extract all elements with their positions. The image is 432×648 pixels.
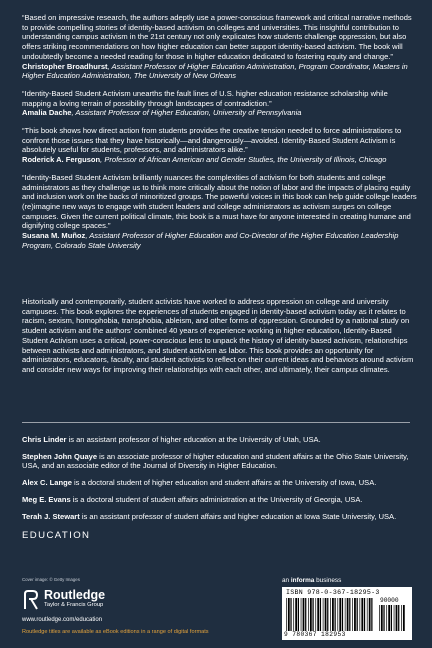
barcode-bar [301,598,302,631]
barcode-bar [320,598,321,631]
barcode-bar [361,598,363,631]
barcode-bar [288,598,290,631]
endorsements [22,13,418,258]
barcode-bar [327,598,328,631]
author-bio-text: is a doctoral student of student affairs administration at the University of Georgia, USA. [70,494,363,504]
isbn-barcode [282,587,412,640]
barcode-bar [335,598,336,631]
barcode-bar [396,605,398,631]
price-addon-bars [379,605,405,631]
endorsement [22,89,418,118]
barcode-bar [364,598,365,631]
barcode-bar [360,598,361,631]
barcode-bar [312,598,313,631]
divider [22,422,410,423]
barcode-bar [386,605,387,631]
barcode-bar [337,598,338,631]
endorsement [22,13,418,81]
barcode-bar [330,598,331,631]
endorser-name: Christopher Broadhurst [22,61,108,71]
book-description: Historically and contemporarily, student activists have worked to address oppression on college and university campuses. This book explores the experiences of students engaged in identity-based activism today as it relates to racism, sexism, homophobia, transphobia, ableism, and other forms of oppression. Grounded by a national study on student activism and the authors’ combined 40 years of experience working in higher education, Identity-Based Student Activism uses a critical, power-conscious lens to unpack the history of identity-based activism, relationships between activists and administrators, and student activism as labor. This book provides an opportunity for administrators, educators, faculty, and student activists to reflect on their current ideas and behaviors around activism and consider new ways for improving their relationships with each other, and ultimately, their campus climates. [22,297,414,374]
endorser-role: , Professor of African American and Gender Studies, the University of Illinois, Chicago [100,155,387,165]
endorsement [22,126,418,165]
publisher-name: Routledge [44,588,106,602]
endorser-name: Roderick A. Ferguson [22,155,101,165]
routledge-logo-icon [22,590,40,610]
barcode-bar [394,605,395,631]
endorsement-quote: “Based on impressive research, the authors adeptly use a power-conscious framework and critical narrative methods to provide compelling stories of identity-based activism on colleges and universities. This insightful contribution to understanding campus activism in the 21st century not only explicates how students challenge oppression, but also offers striking recommendations on how higher education can better support identity-based activism. The book will undoubtedly become a needed reading for those in higher education dedicated to fostering equity and change.” [22,13,412,61]
barcode-bar [308,598,309,631]
barcode-bar [391,605,392,631]
barcode-bar [398,605,399,631]
barcode-bar [403,605,405,631]
author-bio [22,512,418,522]
endorser-role: , Assistant Professor of Higher Education Administration, Program Coordinator, Masters in Higher Education Administration, The University of New Orleans [22,61,408,81]
author-bio [22,452,418,471]
author-bio [22,478,418,488]
endorsement-quote: “This book shows how direct action from students provides the creative tension needed to force administrations to confront those issues that they have historically—and dangerously—avoided. Identity-Based Student Activism is absolutely useful for students, professors, and administrators alike.” [22,126,402,155]
cover-image-credit: Cover image: © Getty Images [22,577,80,582]
barcode-bar [339,598,341,631]
author-bio [22,495,418,505]
barcode-bar [347,598,349,631]
author-name: Stephen John Quaye [22,451,98,461]
barcode-bar [388,605,390,631]
endorser-name: Susana M. Muñoz [22,231,86,241]
barcode-bar [352,598,353,631]
author-bio [22,435,418,445]
author-name: Alex C. Lange [22,478,72,488]
barcode-bar [315,598,316,631]
barcode-bar [293,598,294,631]
barcode-bar [310,598,312,631]
barcode-bar [332,598,334,631]
barcode-bar [381,605,383,631]
barcode-bar [369,598,371,631]
endorser-role: , Assistant Professor of Higher Education and Co-Director of the Higher Education Leadership Program, Colorado State University [22,231,399,250]
barcode-bar [303,598,305,631]
barcode-bar [286,598,287,631]
price-addon-digits: 90000 [380,597,399,604]
author-name: Chris Linder [22,435,67,444]
barcode-bar [295,598,297,631]
author-name: Terah J. Stewart [22,511,80,521]
publisher-group: Taylor & Francis Group [44,602,104,608]
barcode-bar [298,598,299,631]
barcode-bar [379,605,380,631]
endorser-role: , Assistant Professor of Higher Education, University of Pennsylvania [71,108,302,118]
author-bios [22,435,418,528]
barcode-bar [345,598,346,631]
barcode-bar [367,598,368,631]
endorsement-quote: “Identity-Based Student Activism unearths the fault lines of U.S. higher education resistance scholarship while mapping a loving terrain of possibility through landscapes of contradiction.” [22,88,388,108]
barcode-bar [305,598,306,631]
barcode-bars [286,598,374,631]
author-bio-text: is a doctoral student of higher education and student affairs at the University of Iowa, USA. [71,478,377,488]
author-bio-text: is an assistant professor of student affairs and higher education at Iowa State University, USA. [79,511,397,521]
barcode-bar [383,605,384,631]
barcode-bar [401,605,402,631]
endorsement-quote: “Identity-Based Student Activism brilliantly nuances the complexities of activism for both students and college administrators as they challenge us to think more critically about the notion of labor and the impacts of placing equity and inclusion work on the backs of minoritized groups. The powerful voices in this book can help guide college leaders (re)imagine new ways to engage with student leaders and college administrators as activism surges on college campuses. Given the current political climate, this book is a must have for anyone interested in creating humane and dignifying college spaces.” [22,172,417,231]
endorsement [22,173,418,251]
barcode-bar [317,598,319,631]
barcode-bar [290,598,291,631]
barcode-bar [323,598,324,631]
barcode-bar [349,598,350,631]
subject-category: EDUCATION [22,530,91,541]
publisher-logo [22,588,162,612]
barcode-bar [342,598,343,631]
barcode-bar [354,598,356,631]
author-name: Meg E. Evans [22,494,71,504]
isbn-text: ISBN 978-0-367-18295-3 [286,589,380,596]
barcode-bar [357,598,358,631]
author-bio-text: is an assistant professor of higher education at the University of Utah, USA. [66,435,321,444]
publisher-url: www.routledge.com/education [22,617,103,623]
ebook-note: Routledge titles are available as eBook editions in a range of digital formats [22,629,209,635]
author-bio-text: is an associate professor of higher education and student affairs at the Ohio State University, USA, and an associate editor of the Journal of Diversity in Higher Education. [22,451,409,471]
informa-business-label: an informa business [282,577,342,584]
ean-digits: 9 780367 182953 [284,631,346,638]
barcode-bar [371,598,372,631]
endorser-name: Amalia Dache [22,108,72,118]
barcode-bar [325,598,327,631]
